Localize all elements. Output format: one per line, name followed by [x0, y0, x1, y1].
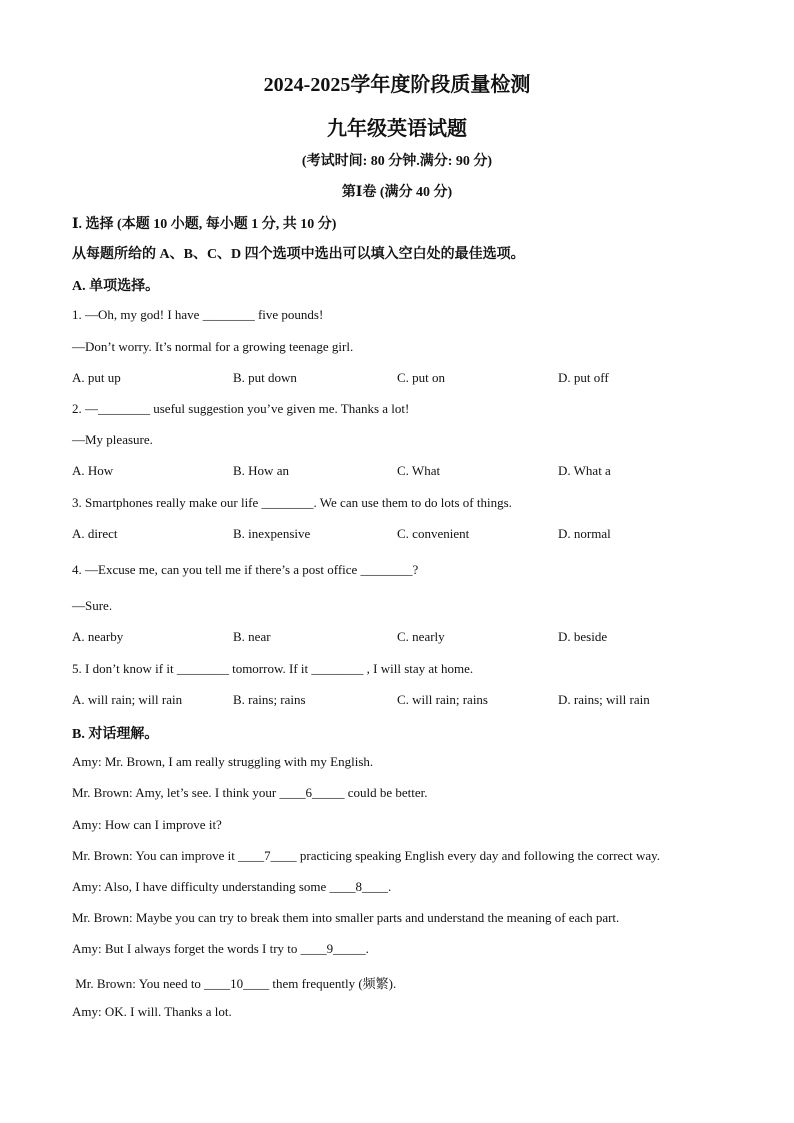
option-d: D. normal — [558, 526, 611, 541]
option-c: C. put on — [397, 370, 446, 385]
option-c: C. will rain; rains — [397, 692, 488, 707]
part-a-heading: A. 单项选择。 — [72, 279, 160, 294]
dialogue-line: Amy: Mr. Brown, I am really struggling with my English. — [72, 754, 374, 769]
question-stem: 3. Smartphones really make our life ________. We can use them to do lots of things. — [72, 495, 512, 510]
dialogue-line: Amy: Also, I have difficulty understanding some ____8____. — [72, 879, 392, 894]
exam-title: 2024-2025学年度阶段质量检测 — [263, 74, 531, 96]
exam-subtitle: 九年级英语试题 — [327, 118, 467, 140]
option-b: B. near — [233, 629, 271, 644]
dialogue-line: Mr. Brown: Maybe you can try to break them into smaller parts and understand the meaning of each part. — [72, 910, 620, 925]
option-a: A. direct — [72, 526, 118, 541]
question-stem: 5. I don’t know if it ________ tomorrow. If it ________ , I will stay at home. — [72, 661, 474, 676]
option-a: A. How — [72, 463, 114, 478]
option-d: D. rains; will rain — [558, 692, 650, 707]
question-reply: —Sure. — [72, 598, 113, 613]
section-heading: Ⅰ. 选择 (本题 10 小题, 每小题 1 分, 共 10 分) — [72, 217, 337, 232]
dialogue-line: Amy: But I always forget the words I try to ____9_____. — [72, 941, 369, 956]
part-b-heading: B. 对话理解。 — [72, 727, 159, 742]
section-instruction: 从每题所给的 A、B、C、D 四个选项中选出可以填入空白处的最佳选项。 — [72, 247, 525, 262]
option-b: B. rains; rains — [233, 692, 306, 707]
option-a: A. put up — [72, 370, 121, 385]
dialogue-line: Mr. Brown: You can improve it ____7____ practicing speaking English every day and following the correct way. — [72, 848, 661, 863]
option-b: B. inexpensive — [233, 526, 311, 541]
option-c: C. What — [397, 463, 441, 478]
option-b: B. How an — [233, 463, 289, 478]
option-a: A. will rain; will rain — [72, 692, 183, 707]
option-d: D. beside — [558, 629, 608, 644]
dialogue-line: Mr. Brown: Amy, let’s see. I think your ____6_____ could be better. — [72, 785, 428, 800]
option-d: D. What a — [558, 463, 611, 478]
option-a: A. nearby — [72, 629, 124, 644]
dialogue-line: Amy: How can I improve it? — [72, 817, 222, 832]
option-c: C. convenient — [397, 526, 470, 541]
option-c: C. nearly — [397, 629, 445, 644]
dialogue-line: Mr. Brown: You need to ____10____ them frequently (频繁). — [72, 976, 397, 991]
question-stem: 4. —Excuse me, can you tell me if there’s a post office ________? — [72, 562, 419, 577]
question-stem: 1. —Oh, my god! I have ________ five pounds! — [72, 307, 324, 322]
exam-info: (考试时间: 80 分钟.满分: 90 分) — [301, 154, 493, 169]
option-d: D. put off — [558, 370, 609, 385]
question-reply: —Don’t worry. It’s normal for a growing teenage girl. — [72, 339, 354, 354]
question-reply: —My pleasure. — [72, 432, 153, 447]
question-stem: 2. —________ useful suggestion you’ve given me. Thanks a lot! — [72, 401, 410, 416]
volume-heading: 第Ⅰ卷 (满分 40 分) — [341, 185, 453, 200]
dialogue-line: Amy: OK. I will. Thanks a lot. — [72, 1004, 232, 1019]
option-b: B. put down — [233, 370, 297, 385]
